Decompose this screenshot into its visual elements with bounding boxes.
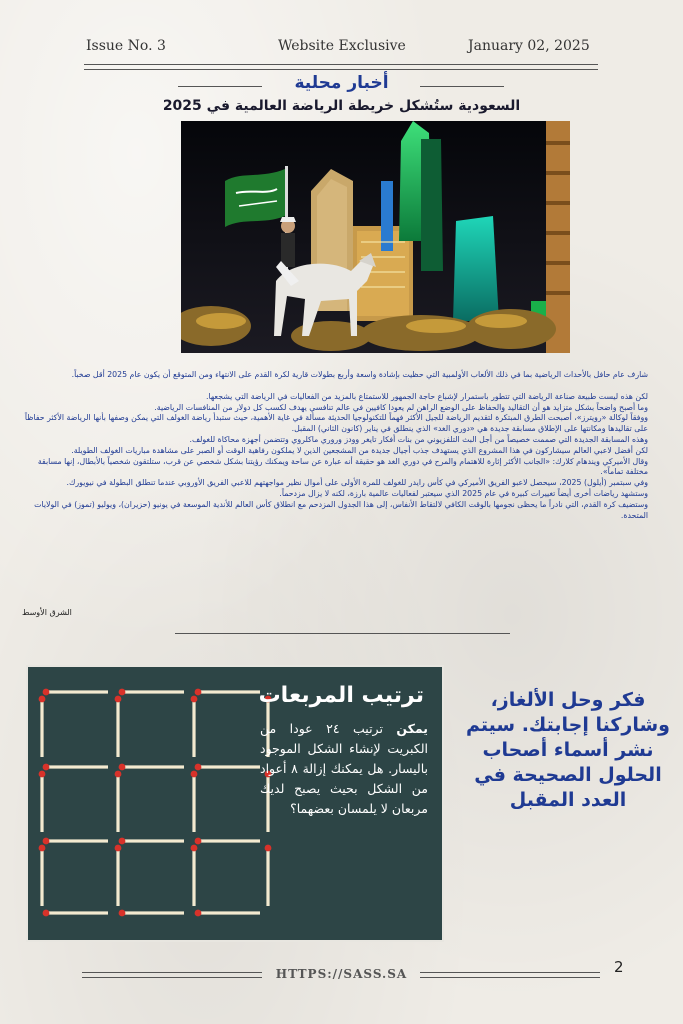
article-paragraph: وفي سبتمبر (أيلول) 2025، سيحصل لاعبو الفريق الأميركي في كأس رايدر للغولف للمرة الأولى على أموال نظير مواجهتهم للاعبي الفريق الأوروبي عندما تنطلق البطولة في نيويورك. (66, 478, 648, 488)
puzzle-title: ترتيب المربعات (258, 683, 424, 708)
footer-url-link[interactable]: HTTPS://SASS.SA (275, 967, 408, 981)
issue-number: Issue No. 3 (86, 38, 166, 54)
article-body (22, 370, 648, 521)
article-paragraph: وستضيف كرة القدم، التي نادراً ما يحظى نجومها بالوقت الكافي لالتقاط الأنفاس، إلى هذا الجدول المزدحم مع انطلاق كأس العالم للأندية الموسعة في يونيو (حزيران)، ويوليو (تموز) في الولايات المتحدة. (34, 499, 648, 520)
article-paragraph: ووفقاً لوكالة «رويترز»، أصبحت الطرق المبتكرة لتقديم الرياضة للجيل الأكثر فهماً للتكنولوجيا الحديثة مسألة في غاية الأهمية، حيث ستبدأ رياضة الغولف التي يمكن وصفها بأنها الرياضة الأكثر حفاظاً على تقاليدها ومكانتها على الإطلاق مسابقة جديدة هي «دوري الغد» الذي ينطلق في يناير (كانون الثاني) المقبل. (24, 413, 648, 434)
article-divider (175, 633, 510, 634)
header-rule-top (84, 64, 598, 65)
article-paragraph: وستشهد رياضات أخرى أيضاً تغييرات كبيرة في عام 2025 الذي سيعتبر لفعاليات عالمية بارزة، لكنه لا يزال مزدحماً. (279, 488, 648, 498)
article-paragraph: لكن أفضل لاعبي العالم سيشاركون في هذا المشروع الذي يستهدف جذب أجيال جديدة من المشجعين الذين لا يملكون رفاهية الوقت أو الصبر على مشاهدة مباريات الغولف الطويلة. (71, 445, 648, 455)
article-paragraph: وهذه المسابقة الجديدة التي صممت خصيصاً من أجل البث التلفزيوني من بنات أفكار تايغر وودز وروري ماكلروي وتتضمن أجهزة محاكاة للغولف. (189, 434, 648, 444)
matchstick-puzzle (26, 665, 444, 942)
edition-label: Website Exclusive (278, 38, 406, 54)
puzzle-body: ترتيب ٢٤ عودا من الكبريت لإنشاء الشكل الموجود باليسار. هل يمكنك إزالة ٨ أعواد من الشكل بحيث يصبح لديك مربعان لا يلمسان بعضهما؟ (260, 721, 428, 816)
masthead (0, 38, 683, 58)
skyline-illustration (181, 121, 570, 353)
article-paragraph: وقال الأميركي ويندهام كلارك: «الجانب الأكثر إثارة للاهتمام والمرح في دوري الغد هو حقيقة أنه عبارة عن ساحة ويمكنك رؤيتنا بشكل شخصي عن قرب، ستلتقون شخصياً بالأبطال، إنها مسابقة مختلفة تماماً». (37, 456, 648, 477)
article-paragraph: لكن هذه ليست طبيعة صناعة الرياضة التي تتطور باستمرار لإشباع حاجة الجمهور للاستمتاع بالمزيد من الفعاليات في الرياضة التي يشجعها. (205, 391, 648, 401)
header-rule-bottom (84, 69, 598, 70)
horizontal-matches (43, 689, 260, 917)
issue-date: January 02, 2025 (468, 38, 590, 54)
puzzle-lead: يمكن (396, 721, 428, 736)
page-number: 2 (614, 958, 624, 976)
article-photo (181, 121, 570, 353)
article-headline: السعودية ستُشكل خريطة الرياضة العالمية في 2025 (162, 98, 521, 114)
article-source: الشرق الأوسط (22, 608, 72, 617)
article-paragraph: وما أصبح واضحاً بشكل متزايد هو أن التقاليد والحفاظ على الوضع الراهن لم يعودا كافيين في عالم تنافسي يهدف لكسب كل دولار من المنافسات الرياضية. (154, 402, 648, 412)
puzzle-text (260, 719, 428, 819)
puzzle-callout: فكر وحل الألغاز، وشاركنا إجابتك. سيتم نشر أسماء أصحاب الحلول الصحيحة في العدد المقبل (466, 689, 670, 811)
section-title: أخبار محلية (294, 73, 389, 93)
article-paragraph: شارف عام حافل بالأحداث الرياضية بما في ذلك الألعاب الأولمبية التي حظيت بإشادة واسعة وأربع بطولات قارية لكرة القدم على الانتهاء ومن المتوقع أن يكون عام 2025 أقل صخباً. (71, 370, 648, 379)
vertical-matches (39, 696, 272, 906)
